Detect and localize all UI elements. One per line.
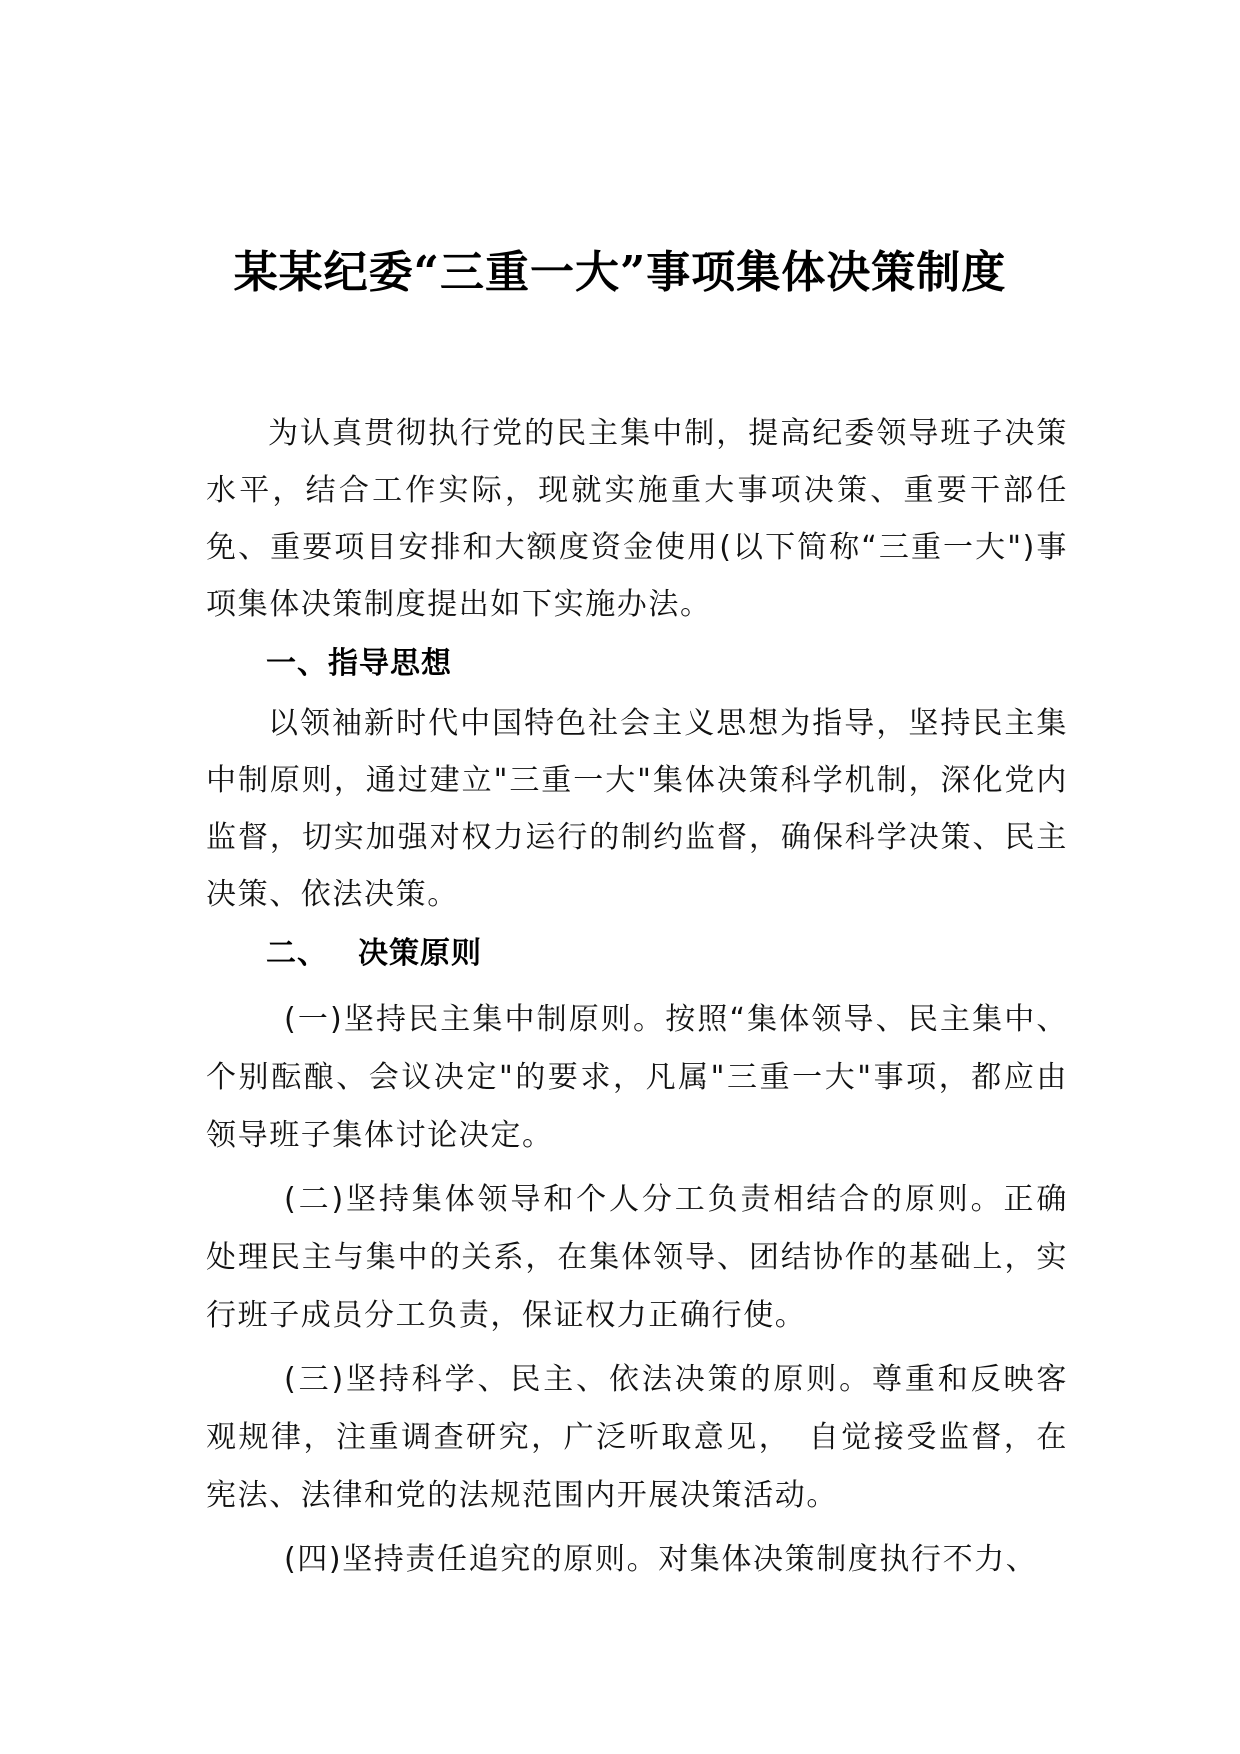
section-number: 一、 — [266, 646, 328, 681]
section-heading-1 — [206, 633, 1068, 695]
principle-paragraph-2: (二)坚持集体领导和个人分工负责相结合的原则。正确处理民主与集中的关系，在集体领导、团结协作的基础上，实行班子成员分工负责，保证权力正确行使。 — [206, 1182, 1068, 1333]
section-number: 二、 — [266, 936, 328, 971]
section-1-paragraph-1: 以领袖新时代中国特色社会主义思想为指导，坚持民主集中制原则，通过建立"三重一大"集体决策科学机制，深化党内监督，切实加强对权力运行的制约监督，确保科学决策、民主决策、依法决策。 — [206, 706, 1068, 912]
document-title: 某某纪委“三重一大”事项集体决策制度 — [233, 247, 1007, 298]
principle-paragraph-1: (一)坚持民主集中制原则。按照“集体领导、民主集中、个别酝酿、会议决定"的要求，凡属"三重一大"事项，都应由领导班子集体讨论决定。 — [206, 1002, 1068, 1153]
principle-paragraph-4: (四)坚持责任追究的原则。对集体决策制度执行不力、 — [284, 1542, 1038, 1577]
intro-paragraph: 为认真贯彻执行党的民主集中制，提高纪委领导班子决策水平，结合工作实际，现就实施重大事项决策、重要干部任免、重要项目安排和大额度资金使用(以下简称“三重一大")事项集体决策制度提出如下实施办法。 — [206, 416, 1068, 622]
section-title: 指导思想 — [328, 646, 452, 681]
document-body — [206, 405, 1068, 1589]
section-title: 决策原则 — [358, 936, 482, 971]
section-heading-2 — [206, 923, 1068, 985]
principle-paragraph-3: (三)坚持科学、民主、依法决策的原则。尊重和反映客观规律，注重调查研究，广泛听取意见， 自觉接受监督，在宪法、法律和党的法规范围内开展决策活动。 — [206, 1362, 1068, 1513]
